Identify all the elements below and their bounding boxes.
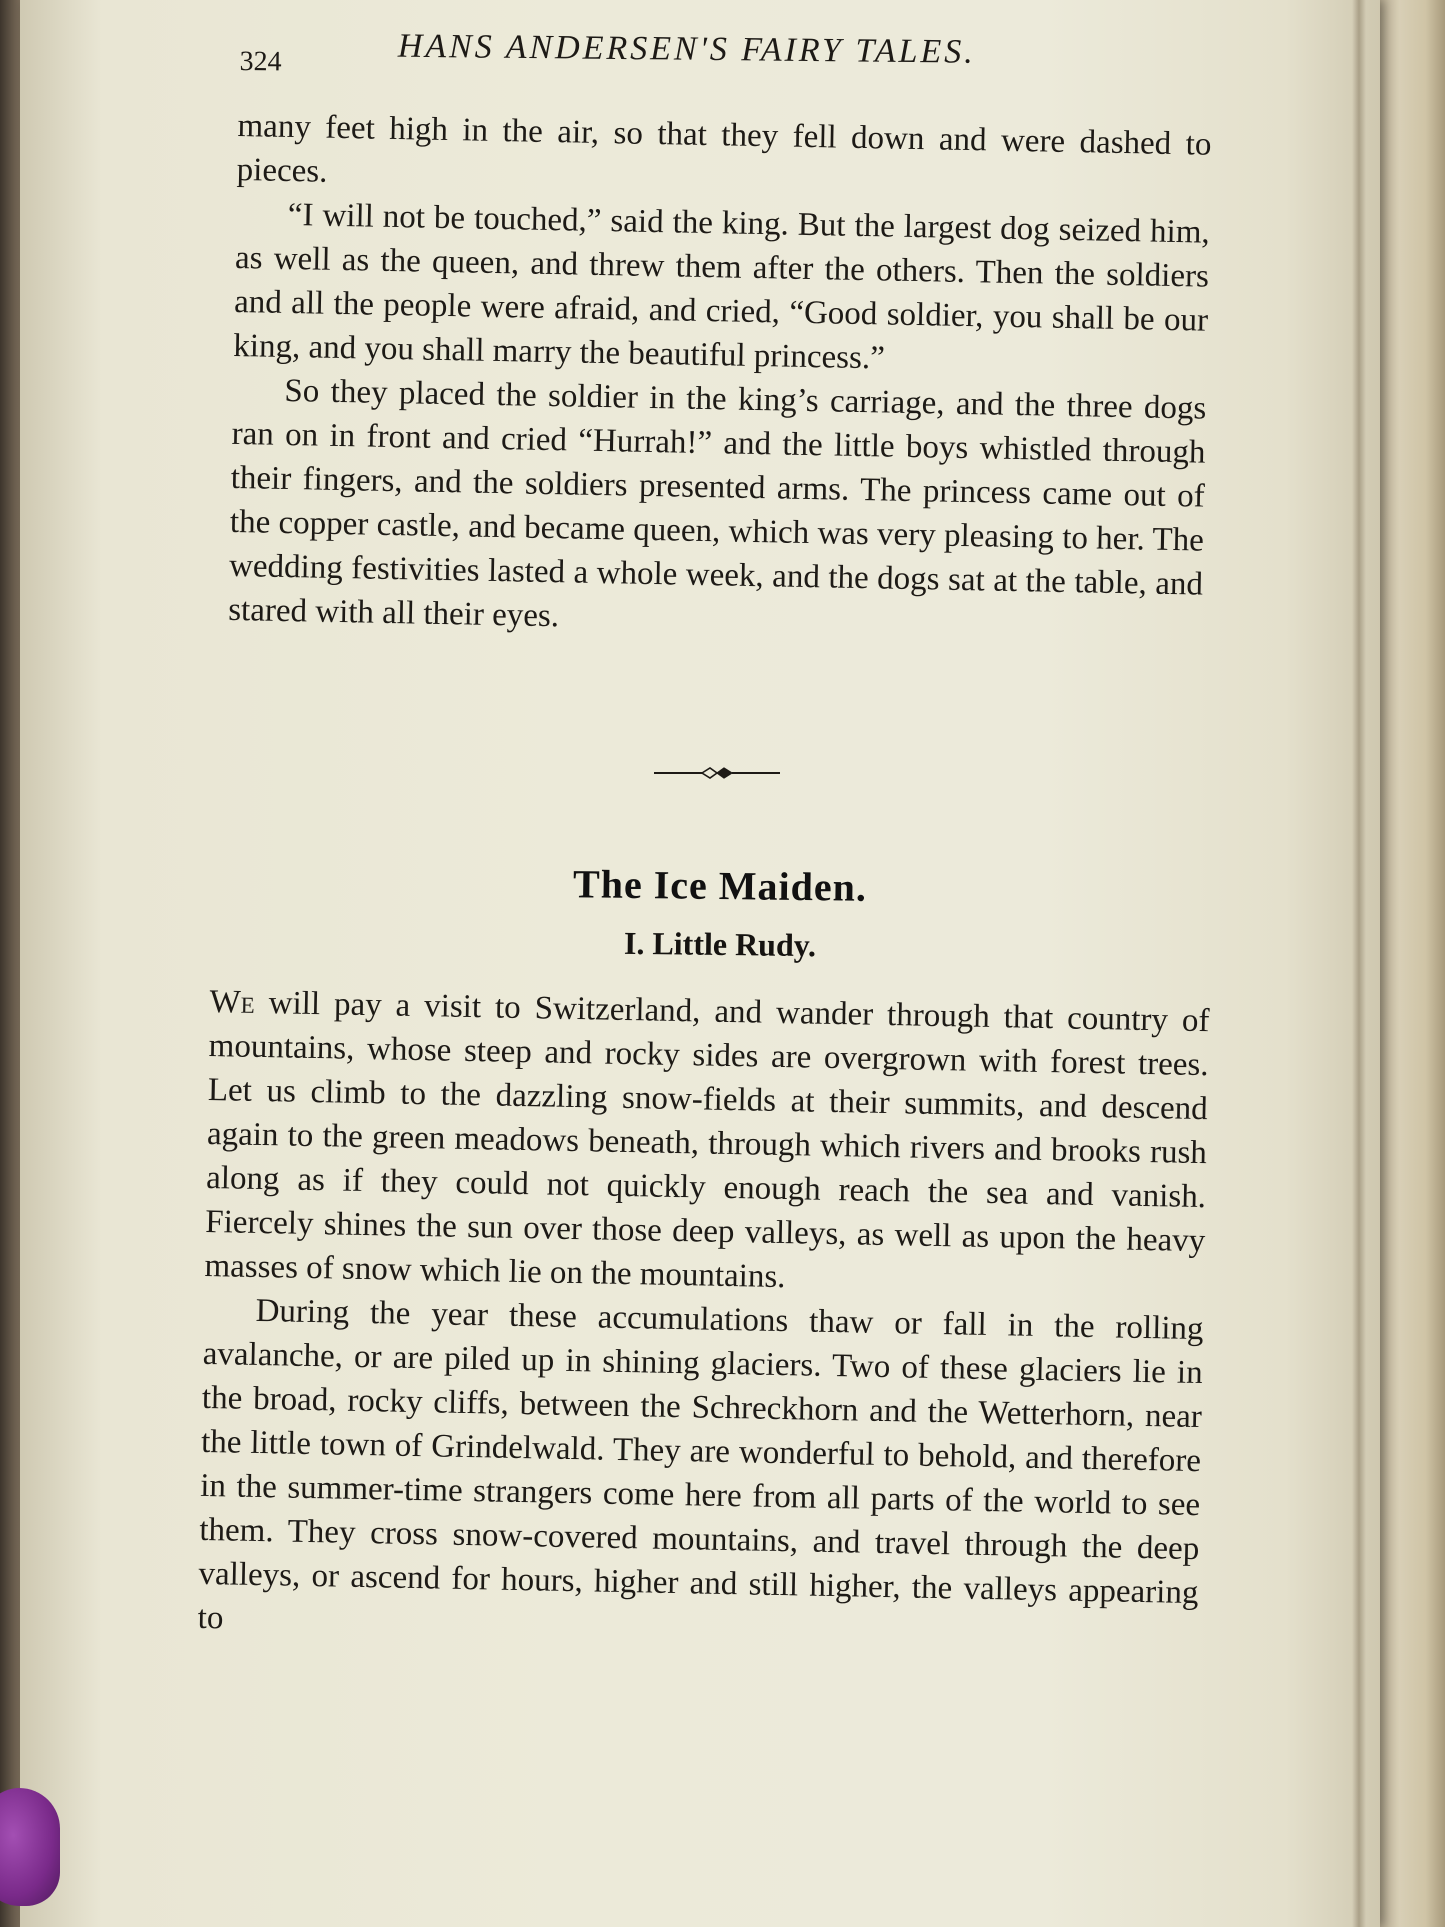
thumb-with-purple-nail bbox=[0, 1788, 60, 1906]
story-title: The Ice Maiden. bbox=[572, 861, 868, 910]
paragraph-1: many feet high in the air, so that they fell down and were dashed to pieces. bbox=[236, 107, 1212, 190]
story-paragraph-2: During the year these accumulations thaw or fall in the rolling avalanche, or are piled up in shining glaciers. Two of these glaciers lie in the broad, rocky cliffs, between the Schreckhorn and the Wetterhorn, near the little town of Grindelwald. They are wonderful to behold, and therefore in the summer-time strangers come here from all parts of the world to see them. They cross snow-covered mountains, and travel through the deep valleys, or ascend for hours, higher and still higher, the valleys appearing to bbox=[197, 1292, 1204, 1637]
drop-first-word: We bbox=[209, 983, 256, 1021]
story-paragraph-1 bbox=[204, 980, 1210, 1307]
page-number: 324 bbox=[239, 45, 282, 78]
story-text-section bbox=[197, 980, 1209, 1659]
top-text-section bbox=[228, 104, 1212, 651]
book-right-edge bbox=[1380, 0, 1445, 1927]
chapter-title: I. Little Rudy. bbox=[623, 924, 817, 964]
story-paragraph-1-text: will pay a visit to Switzerland, and wander through that country of mountains, whose steep and rocky sides are overgrown with forest trees. Let us climb to the dazzling snow-fields at their summits, and descend again to the green meadows beneath, through which rivers and brooks rush along as if they could not quickly enough reach the sea and vanish. Fiercely shines the sun over those deep valleys, as well as upon the heavy masses of snow which lie on the mountains. bbox=[204, 984, 1210, 1296]
paragraph-3: So they placed the soldier in the king’s carriage, and the three dogs ran on in front and cried “Hurrah!” and the little boys whistled through their fingers, and the soldiers presented arms. The princess came out of the copper castle, and became queen, which was very pleasing to her. The wedding festivities lasted a whole week, and the dogs sat at the table, and stared with all their eyes. bbox=[227, 372, 1207, 635]
page-gutter-shadow bbox=[1352, 0, 1366, 1927]
book-title: HANS ANDERSEN'S FAIRY TALES. bbox=[397, 27, 976, 71]
paragraph-2: “I will not be touched,” said the king. But the largest dog seized him, as well as the queen, and threw them after the others. Then the soldiers and all the people were afraid, and cried, “Good soldier, you shall be our king, and you shall marry the beautiful princess.” bbox=[233, 196, 1211, 377]
running-head bbox=[240, 26, 1080, 79]
section-divider-ornament bbox=[652, 762, 782, 784]
